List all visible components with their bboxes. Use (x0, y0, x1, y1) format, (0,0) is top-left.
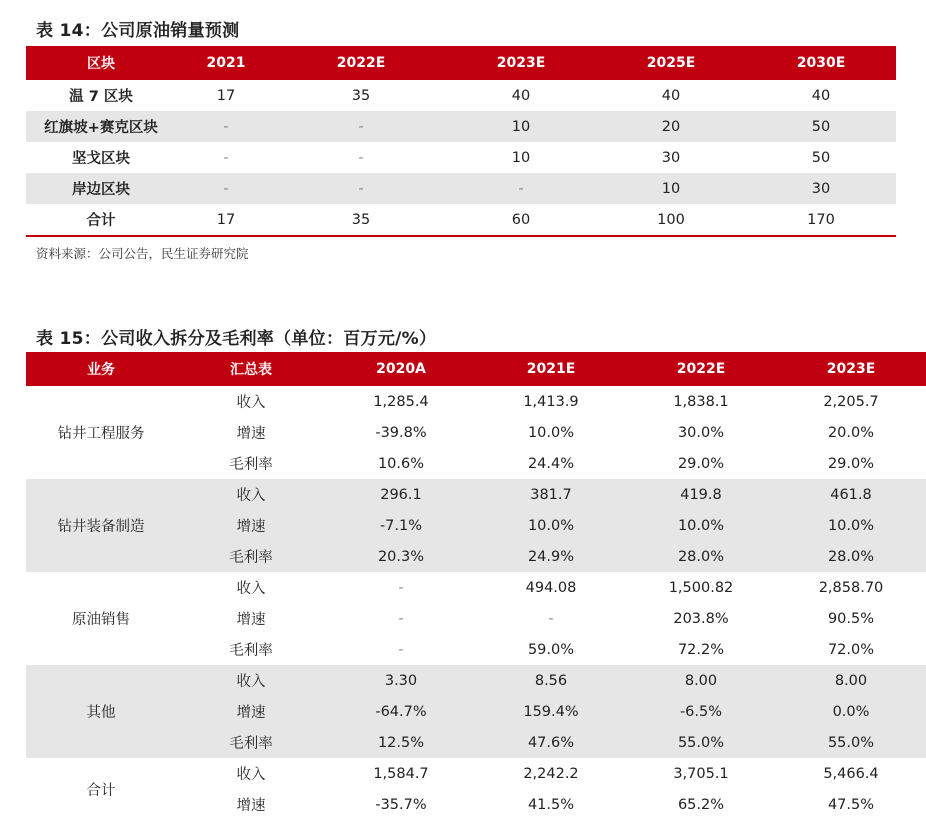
table-cell: 5,466.4 (823, 765, 879, 782)
table-cell: 10.6% (377, 455, 425, 472)
table-cell: 17 (216, 87, 236, 104)
table-cell: 90.5% (827, 610, 875, 627)
column-header: 2025E (596, 46, 746, 80)
oil-sales-forecast-table (26, 46, 896, 237)
table-cell: - (276, 173, 446, 204)
table-cell: 2,858.70 (818, 579, 884, 596)
table-cell: 419.8 (626, 479, 776, 510)
table-cell: 170 (746, 204, 896, 236)
table-cell: 296.1 (326, 479, 476, 510)
column-header: 2021 (176, 46, 276, 80)
table-cell: 28.0% (626, 541, 776, 572)
table-row (26, 173, 896, 204)
table-row (26, 665, 926, 696)
business-segment: 原油销售 (72, 612, 130, 628)
business-segment: 钻井装备制造 (26, 479, 176, 572)
table-cell: 29.0% (827, 455, 875, 472)
table-cell: 30 (746, 173, 896, 204)
table-cell: 10 (596, 173, 746, 204)
row-label: 红旗坡+赛克区块 (26, 111, 176, 142)
table-cell: 20 (596, 111, 746, 142)
business-segment: 钻井工程服务 (57, 426, 145, 442)
table-cell: 17 (176, 204, 276, 236)
table-cell: -6.5% (626, 696, 776, 727)
metric-label: 毛利率 (176, 727, 326, 758)
table-cell: 8.00 (776, 665, 926, 696)
metric-label: 增速 (236, 798, 266, 814)
source-note: 资料来源：公司公告，民生证券研究院 (36, 246, 249, 261)
metric-label: 收入 (176, 665, 326, 696)
table-cell: 1,500.82 (668, 579, 734, 596)
metric-label: 收入 (236, 581, 266, 597)
table-cell: 28.0% (776, 541, 926, 572)
table-cell: 10 (511, 149, 531, 166)
metric-label: 毛利率 (229, 457, 273, 473)
table-cell: - (358, 149, 364, 166)
metric-label: 增速 (236, 426, 266, 442)
row-label: 岸边区块 (26, 173, 176, 204)
table-cell: 47.5% (827, 796, 875, 813)
table-cell: 100 (596, 204, 746, 236)
column-header: 2021E (476, 352, 626, 386)
column-header: 汇总表 (176, 352, 326, 386)
table-cell: -7.1% (326, 510, 476, 541)
table-cell: 8.00 (626, 665, 776, 696)
table-cell: 35 (276, 204, 446, 236)
table-row (26, 204, 896, 236)
metric-label: 增速 (176, 696, 326, 727)
metric-label: 毛利率 (229, 643, 273, 659)
table-row (26, 80, 896, 111)
column-header: 2022E (626, 352, 776, 386)
table-cell: 24.4% (527, 455, 575, 472)
table-cell: 3,705.1 (673, 765, 729, 782)
table-cell: 2,242.2 (523, 765, 579, 782)
table-15-title: 表 15：公司收入拆分及毛利率（单位：百万元/%） (36, 329, 437, 349)
row-label: 合计 (26, 204, 176, 236)
column-header: 2023E (446, 46, 596, 80)
table-cell: 20.3% (326, 541, 476, 572)
table-cell: - (276, 111, 446, 142)
table-cell: 55.0% (776, 727, 926, 758)
column-header: 2022E (276, 46, 446, 80)
table-header-row (26, 352, 926, 386)
column-header: 区块 (26, 46, 176, 80)
table-cell: - (446, 173, 596, 204)
table-cell: 203.8% (673, 610, 729, 627)
table-cell: - (398, 610, 404, 627)
table-cell: 40 (511, 87, 531, 104)
table-cell: 40 (661, 87, 681, 104)
table-cell: - (176, 111, 276, 142)
table-row (26, 142, 896, 173)
table-cell: -39.8% (375, 424, 427, 441)
table-cell: 30 (661, 149, 681, 166)
table-cell: 1,584.7 (373, 765, 429, 782)
business-segment: 其他 (26, 665, 176, 758)
metric-label: 收入 (236, 395, 266, 411)
metric-label: 增速 (176, 510, 326, 541)
table-cell: 50 (746, 111, 896, 142)
table-cell: 47.6% (476, 727, 626, 758)
metric-label: 收入 (176, 479, 326, 510)
business-segment: 合计 (86, 782, 116, 799)
table-cell: 40 (811, 87, 831, 104)
table-row (26, 479, 926, 510)
table-cell: - (398, 641, 404, 658)
table-cell: 1,285.4 (373, 393, 429, 410)
table-cell: 381.7 (476, 479, 626, 510)
metric-label: 收入 (236, 767, 266, 783)
table-cell: 2,205.7 (823, 393, 879, 410)
column-header: 2023E (776, 352, 926, 386)
table-cell: 41.5% (527, 796, 575, 813)
table-cell: 10.0% (476, 510, 626, 541)
table-row (26, 572, 926, 603)
table-cell: 10.0% (527, 424, 575, 441)
row-label: 坚戈区块 (72, 151, 130, 167)
table-cell: 55.0% (626, 727, 776, 758)
table-cell: 3.30 (326, 665, 476, 696)
table-cell: 72.2% (677, 641, 725, 658)
table-cell: 59.0% (527, 641, 575, 658)
table-cell: 461.8 (776, 479, 926, 510)
metric-label: 增速 (236, 612, 266, 628)
table-cell: 10.0% (626, 510, 776, 541)
table-cell: 494.08 (525, 579, 577, 596)
table-cell: 10.0% (776, 510, 926, 541)
table-cell: 30.0% (677, 424, 725, 441)
table-cell: 60 (446, 204, 596, 236)
table-cell: 12.5% (326, 727, 476, 758)
table-cell: 1,413.9 (523, 393, 579, 410)
table-cell: 10 (446, 111, 596, 142)
table-cell: 29.0% (677, 455, 725, 472)
table-cell: 24.9% (476, 541, 626, 572)
table-14-title: 表 14：公司原油销量预测 (36, 21, 240, 41)
table-cell: -35.7% (375, 796, 427, 813)
table-cell: -64.7% (326, 696, 476, 727)
table-row (26, 386, 926, 417)
table-cell: 35 (351, 87, 371, 104)
column-header: 业务 (26, 352, 176, 386)
table-cell: 20.0% (827, 424, 875, 441)
table-row (26, 758, 926, 789)
table-cell: - (398, 579, 404, 596)
table-cell: - (176, 173, 276, 204)
column-header: 2020A (326, 352, 476, 386)
table-cell: - (548, 610, 554, 627)
table-cell: 72.0% (827, 641, 875, 658)
table-cell: 65.2% (677, 796, 725, 813)
table-cell: 0.0% (776, 696, 926, 727)
table-cell: 50 (811, 149, 831, 166)
table-cell: 159.4% (476, 696, 626, 727)
row-label: 温 7 区块 (69, 89, 133, 105)
revenue-breakdown-table (26, 352, 926, 820)
table-cell: 1,838.1 (673, 393, 729, 410)
column-header: 2030E (746, 46, 896, 80)
table-row (26, 111, 896, 142)
table-cell: - (223, 149, 229, 166)
table-cell: 8.56 (476, 665, 626, 696)
table-header-row (26, 46, 896, 80)
metric-label: 毛利率 (176, 541, 326, 572)
